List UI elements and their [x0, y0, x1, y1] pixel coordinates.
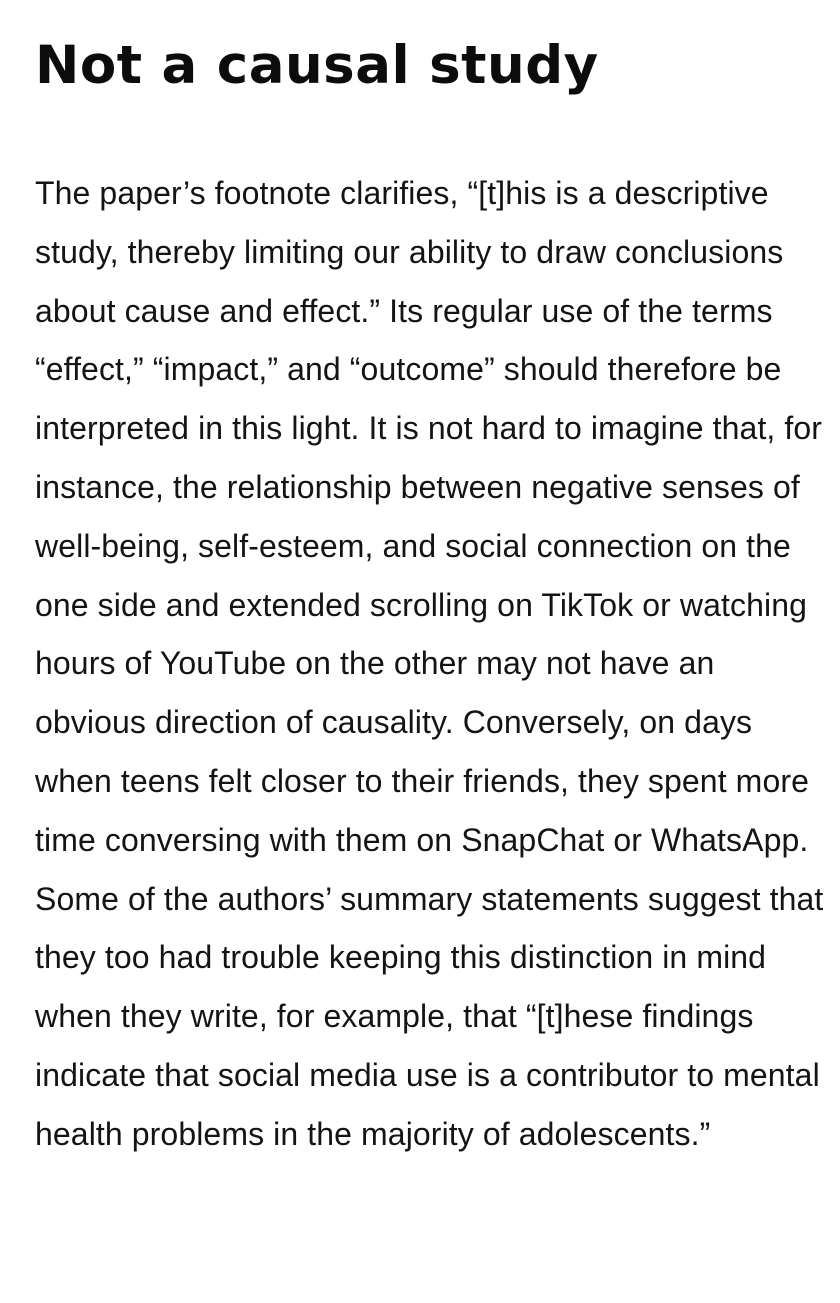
article: [35, 30, 825, 1164]
section-heading: Not a causal study: [35, 35, 599, 96]
article-paragraph: The paper’s footnote clarifies, “[t]his is a descriptive study, thereby limiting our ability to draw conclusions about cause and effect.” Its regular use of the terms “effect,” “impact,” and “outcome” should therefore be interpreted in this light. It is not hard to imagine that, for instance, the relationship between negative senses of well-being, self-esteem, and social connection on the one side and extended scrolling on TikTok or watching hours of YouTube on the other may not have an obvious direction of causality. Conversely, on days when teens felt closer to their friends, they spent more time conversing with them on SnapChat or WhatsApp. Some of the authors’ summary statements suggest that they too had trouble keeping this distinction in mind when they write, for example, that “[t]hese findings indicate that social media use is a contributor to mental health problems in the majority of adolescents.”: [35, 175, 824, 1152]
